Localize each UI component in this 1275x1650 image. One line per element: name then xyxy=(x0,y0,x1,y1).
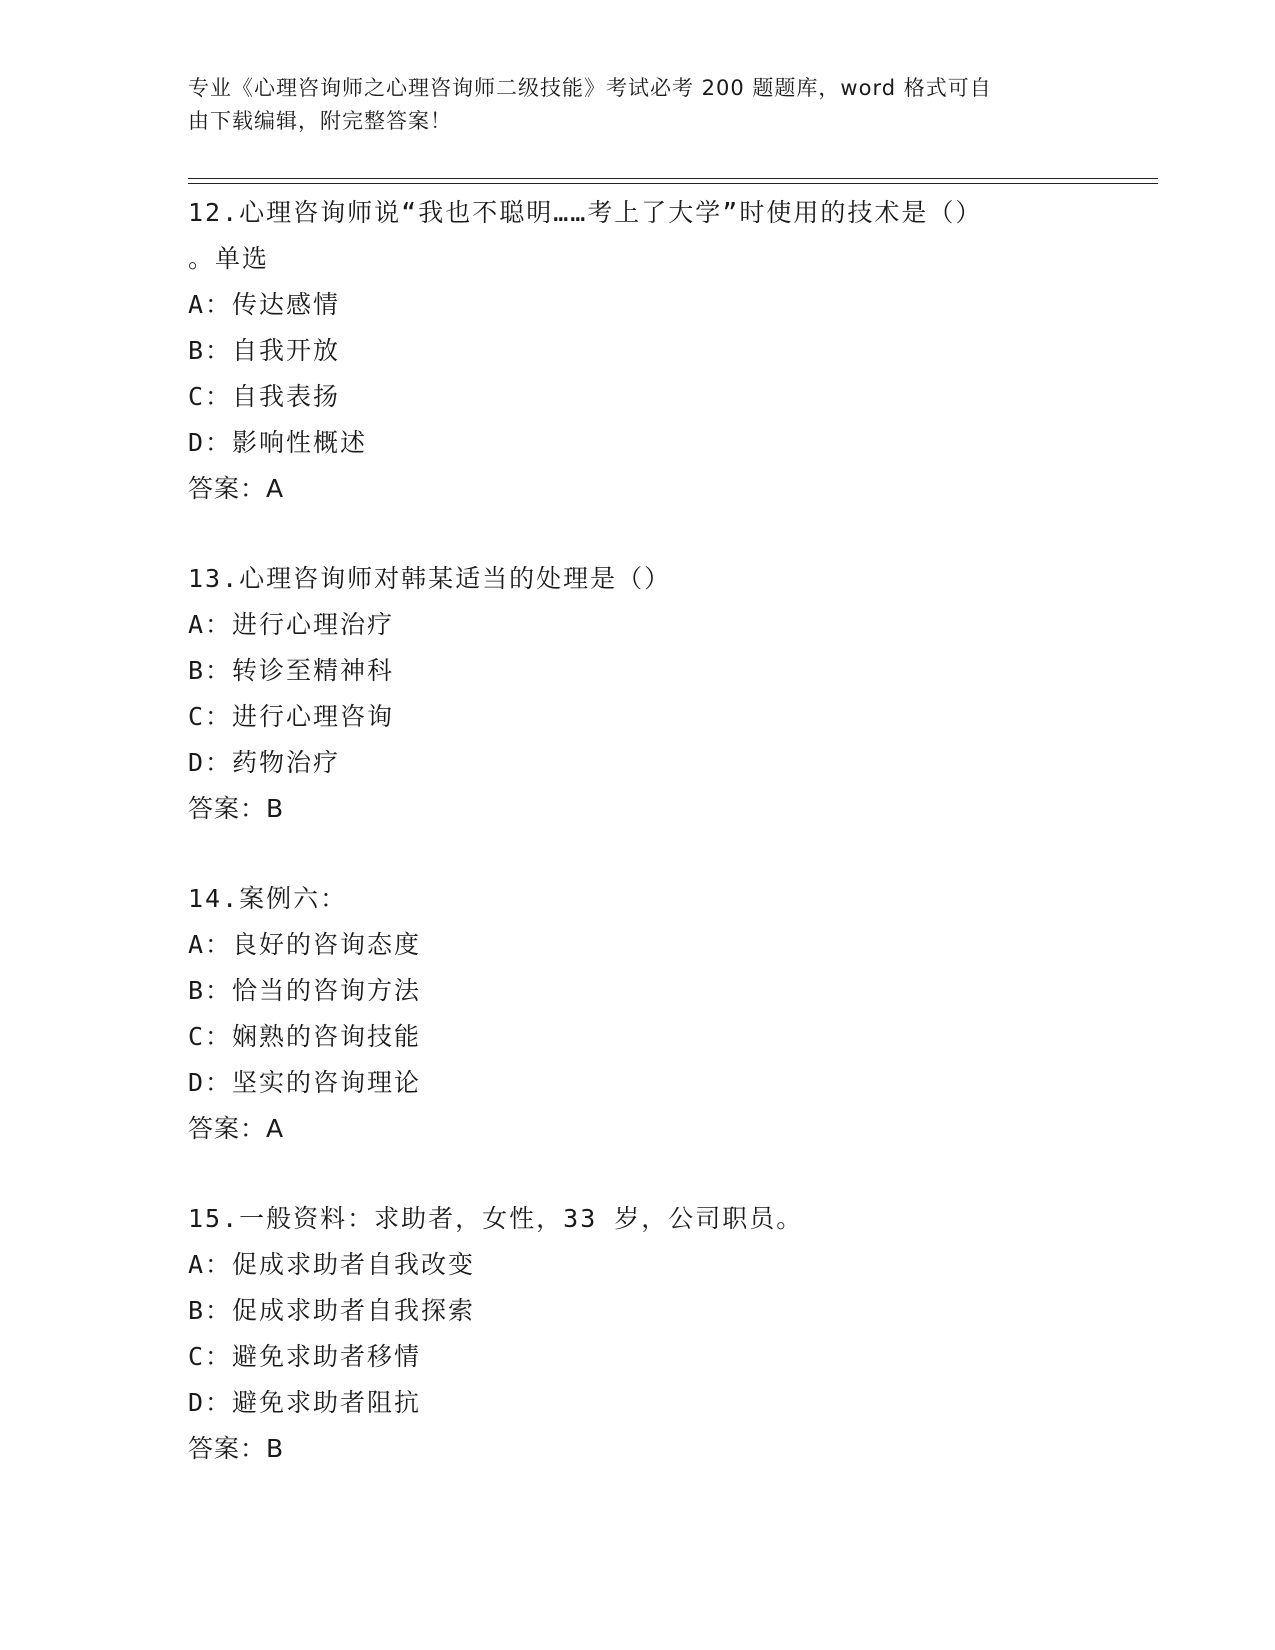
answer-line: 答案：A xyxy=(188,474,285,503)
question-list xyxy=(188,190,1088,1516)
option-c: C：进行心理咨询 xyxy=(188,702,395,731)
option-a: A：促成求助者自我改变 xyxy=(188,1250,476,1279)
answer-line: 答案：B xyxy=(188,794,285,823)
header-divider-bottom xyxy=(188,183,1158,184)
question-14 xyxy=(188,876,1088,1152)
option-d: D：避免求助者阻抗 xyxy=(188,1388,422,1417)
answer-line: 答案：A xyxy=(188,1114,285,1143)
option-d: D：影响性概述 xyxy=(188,428,368,457)
option-c: C：避免求助者移情 xyxy=(188,1342,422,1371)
question-stem: 12.心理咨询师说“我也不聪明……考上了大学”时使用的技术是（） xyxy=(188,198,983,227)
document-header xyxy=(188,72,1068,138)
header-line-1: 专业《心理咨询师之心理咨询师二级技能》考试必考 200 题题库，word 格式可自 xyxy=(188,76,992,100)
option-b: B：转诊至精神科 xyxy=(188,656,395,685)
answer-line: 答案：B xyxy=(188,1434,285,1463)
question-stem: 14.案例六： xyxy=(188,884,348,913)
option-a: A：传达感情 xyxy=(188,290,341,319)
option-b: B：促成求助者自我探索 xyxy=(188,1296,476,1325)
question-stem: 13.心理咨询师对韩某适当的处理是（） xyxy=(188,564,672,593)
option-a: A：进行心理治疗 xyxy=(188,610,395,639)
header-line-2: 由下载编辑，附完整答案！ xyxy=(188,109,452,133)
question-12 xyxy=(188,190,1088,512)
option-d: D：坚实的咨询理论 xyxy=(188,1068,422,1097)
option-a: A：良好的咨询态度 xyxy=(188,930,422,959)
option-c: C：自我表扬 xyxy=(188,382,341,411)
question-stem-continued: 。单选 xyxy=(188,244,270,273)
question-15 xyxy=(188,1196,1088,1472)
question-13 xyxy=(188,556,1088,832)
header-divider-top xyxy=(188,178,1158,179)
option-d: D：药物治疗 xyxy=(188,748,341,777)
option-b: B：恰当的咨询方法 xyxy=(188,976,422,1005)
question-stem: 15.一般资料：求助者，女性，33 岁，公司职员。 xyxy=(188,1204,804,1233)
option-c: C：娴熟的咨询技能 xyxy=(188,1022,422,1051)
option-b: B：自我开放 xyxy=(188,336,341,365)
